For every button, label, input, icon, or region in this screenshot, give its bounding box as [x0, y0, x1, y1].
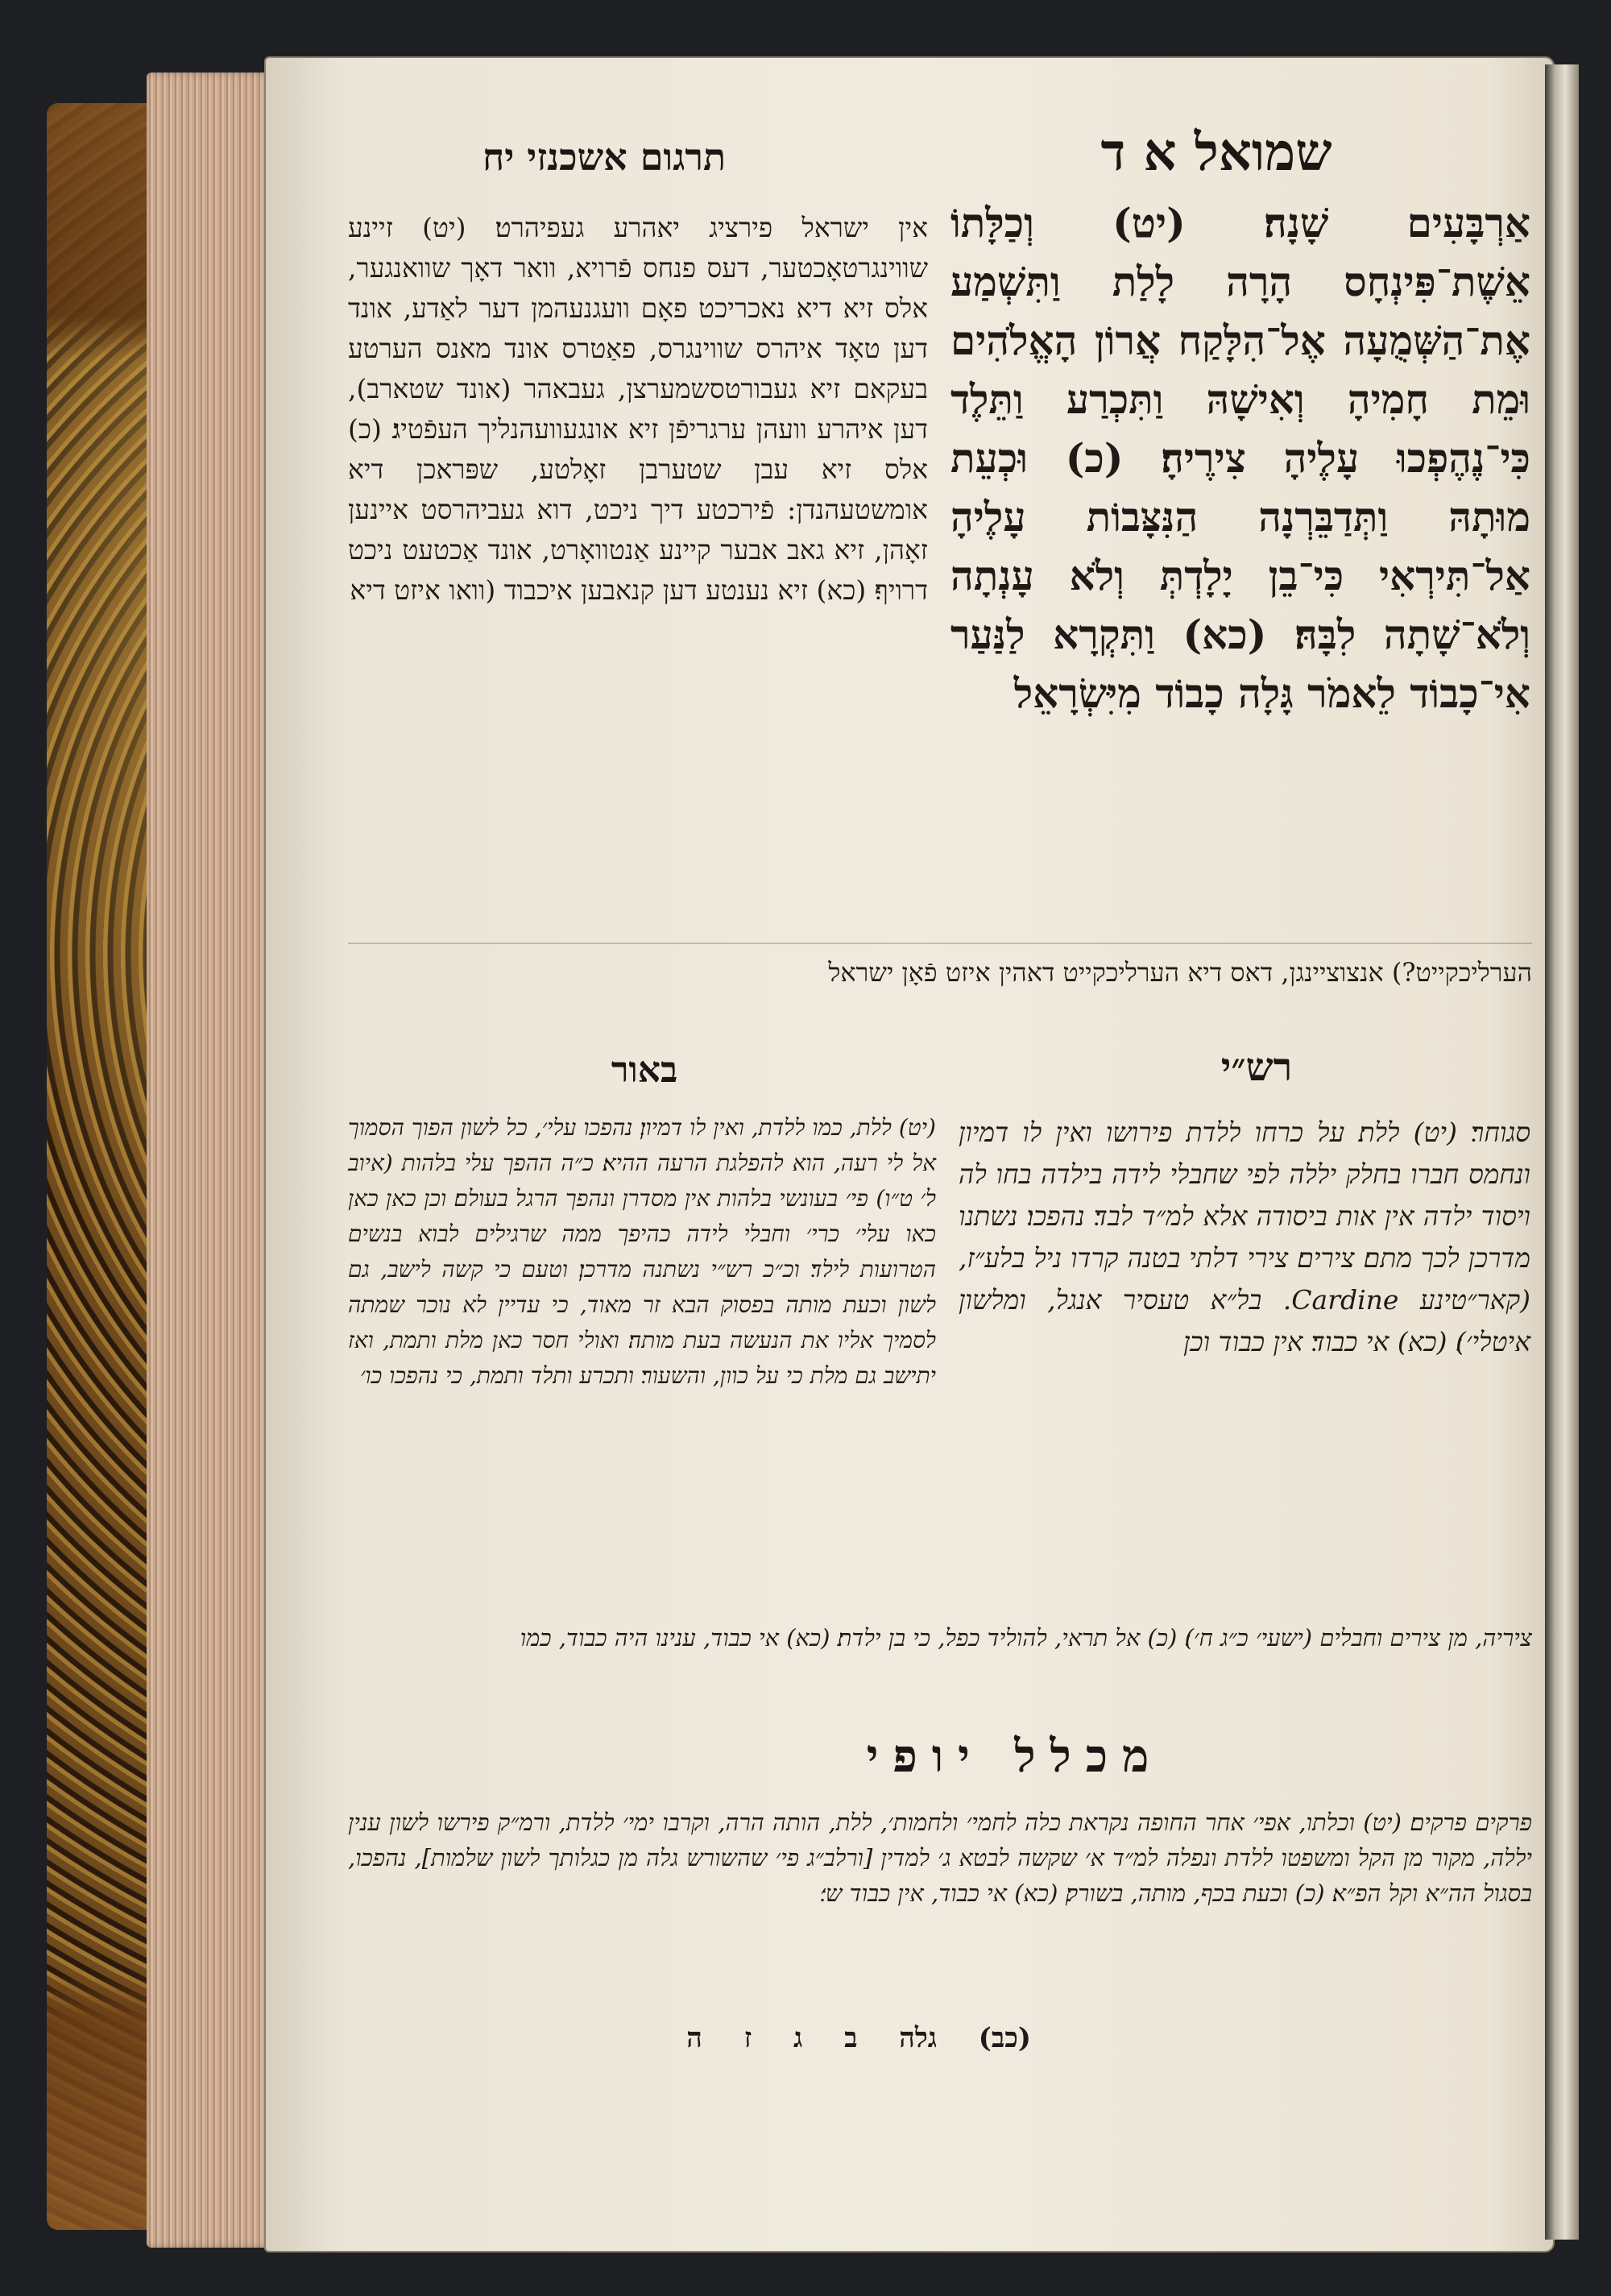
section-divider — [348, 943, 1532, 944]
footer-signatures: (כב) גלה ב ג ז ה — [686, 2022, 1031, 2054]
commentary-continuation: ציריה, מן צירים וחבלים (ישעי׳ כ״ג ח׳)׃ (כ) אל תראי, להוליד כפל, כי בן ילדת׃ (כא) אי כבוד, ענינו היה כבוד, כמו — [520, 1624, 1532, 1652]
hebrew-main-text: אַרְבָּעִים שָׁנָה׃ (יט) וְכַלָּתוֹ אֵשֶׁת־פִּינְחָס הָרָה לָלַת וַתִּשְׁמַע אֶת־הַשְּׁמֻעָה אֶל־הִלָּקַח אֲרוֹן הָאֱלֹהִים וּמֵת חָמִיהָ וְאִישָׁהּ וַתִּכְרַע וַתֵּלֶד כִּי־נֶהֶפְכוּ עָלֶיהָ צִירֶיהָ׃ (כ) וּכְעֵת מוּתָהּ וַתְּדַבֵּרְנָה הַנִּצָּבוֹת עָלֶיהָ אַל־תִּירְאִי כִּי־בֵן יָלָדְתְּ וְלֹא עָנְתָה וְלֹא־שָׁתָה לִבָּהּ׃ (כא) וַתִּקְרָא לַנַּעַר אִי־כָבוֹד לֵאמֹר גָּלָה כָבוֹד מִיִּשְׂרָאֵל — [950, 199, 1530, 717]
rashi-commentary: סגוחר׃ (יט) ללת׃ על כרחו ללדת פירושו ואין לו דמיון ונחמס חברו בחלק יללה לפי שחבלי לידה בילדה בחו לה ויסוד ילדה אין אות ביסודה אלא למ״ד לבד׃ נהפכו׃ נשתנו מדרכן לכך מתם׃ צירים׃ צירי דלתי בטנה קרדו ניל בלע״ז, (קאר״טינע Cardine. בל״א טעסיר אנגל, ומלשון איטלי׳)׃ (כא) אי כבוד׃ אין כבוד וכן — [959, 1117, 1530, 1357]
rashi-title: רש״י — [1220, 1045, 1293, 1090]
biur-commentary: (יט) ללת, כמו ללדת, ואין לו דמיון׃ נהפכו עלי׳, כל לשון הפוך הסמוך אל לי רעה, הוא להפלגת הרעה ההיא׃ כ״ה ההפך עלי בלהות (איוב ל׳ ט״ו) פי׳ בעונשי בלהות אין מסדרן ונהפך הרגל בעולם׃ וכן כאן כאן כאו עלי׳ כרי׳ וחבלי לידה כהיפך ממה שרגילים לבוא בנשים הטרועות לילד׃ וכ״כ רש״י נשתנה מדרכן׃ וטעם כי קשה לישב, גם לשון וכעת מותה בפסוק הבא זר מאוד, כי עדיין לא נוכר שמתה לסמיך אליו את הנעשה בעת מותה׃ ואולי חסר כאן מלת ותמת, ואז יתישב גם מלת כי על כוון, והשעור׃ ותכרע ותלד ותמת, כי נהפכו כו׳ — [348, 1114, 936, 1389]
translation-continuation: הערליכקייט?) אנצוציינגן, דאס דיא הערליכקייט דאהין איזט פֿאָן ישראל — [828, 957, 1532, 988]
biur-title: באור — [611, 1050, 678, 1091]
running-head-translation: תרגום אשכנזי יח — [482, 135, 727, 179]
right-page-fold — [1545, 64, 1579, 2240]
cover-leather-corner — [47, 103, 151, 2230]
yiddish-translation-text: אין ישראל פירציג יאהרע געפיהרט׃ (יט) זיינע שווינגרטאָכטער, דעס פנחס פֿרויא, וואר דאָך שוואנגער, אלס זיא דיא נאכריכט פאָם וועגנעהמן דער לאַדע, אונד דען טאָד איהרס שווינגרס, פאַטרס אונד מאנס הערטע בעקאם זיא געבורטסשמערצן, געבאהר (אונד שטארב), דען איהרע וועהן ערגריפֿן זיא אונגעוועהנליך העפֿטיג׃ (כ) אלס זיא עבן שטערבן זאָלטע, שפּראכן דיא אומשטעהנדן: פֿירכטע דיך ניכט, דוא געביהרסט איינען זאָהן, זיא גאב אבער קיינע אַנטוואָרט, אונד אַכטעט ניכט דרויף׃ (כא) זיא נענטע דען קנאבען איכבוד (וואו איזט דיא — [348, 212, 928, 606]
mikhlal-yofi-title: מכלל יופי — [866, 1730, 1164, 1783]
mikhlal-yofi-text: פרקים פרקים׃ (יט) וכלתו, אפי׳ אחר החופה נקראת כלה לחמי׳ ולחמות׳, ללת, הותה הרה, וקרבו ימי׳ ללדת, ורמ״ק פירשו לשון ענין יללה, מקור מן הקל ומשפטו ללדת ונפלה למ״ד א׳ שקשה לבטא ג׳ למדין [ורלב״ג פי׳ שהשורש גלה מן כגלותך לשון שלמות], נהפכו, בסגול הה״א וקל הפ״א׃ (כ) וכעת בכף, מותה, בשורק׃ (כא) אי כבוד, אין כבוד ש׳׃ — [348, 1809, 1532, 1907]
running-head-book: שמואל א ד — [1100, 122, 1332, 183]
